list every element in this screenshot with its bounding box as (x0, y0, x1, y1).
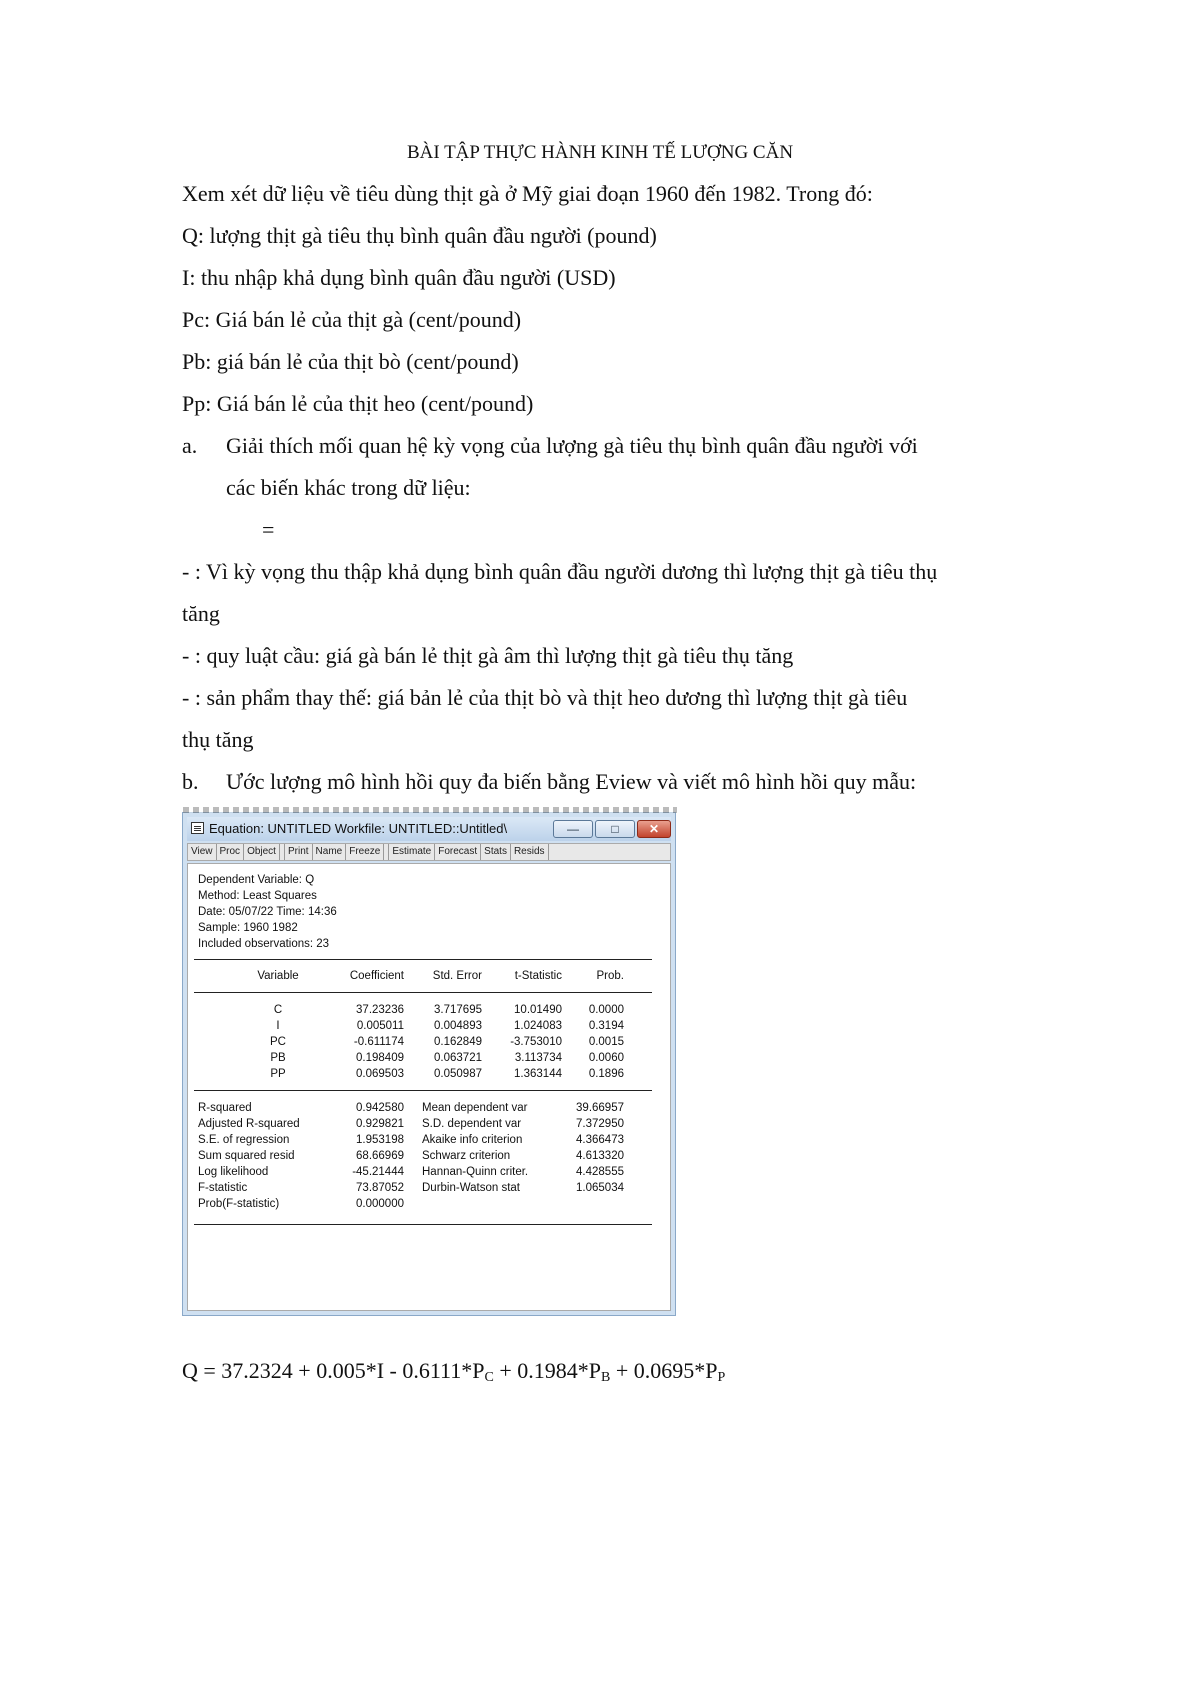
col-variable: Variable (257, 970, 299, 982)
row-std-error: 3.717695 (434, 1004, 482, 1016)
bullet-demand-law: - : quy luật cầu: giá gà bán lẻ thịt gà âm thì lượng thịt gà tiêu thụ tăng (182, 643, 794, 668)
row-std-error: 0.004893 (434, 1020, 482, 1032)
window-titlebar[interactable] (187, 817, 671, 841)
subscript-b: B (600, 1370, 611, 1385)
bullet-income: - : Vì kỳ vọng thu thập khả dụng bình quân đầu người dương thì lượng thịt gà tiêu thụ (182, 559, 938, 584)
cropped-top-edge (183, 807, 677, 813)
included-observations: Included observations: 23 (198, 938, 330, 950)
stat-label: Schwarz criterion (422, 1150, 511, 1162)
col-prob: Prob. (596, 970, 624, 982)
equation-mid2: + 0.0695*P (610, 1358, 718, 1383)
row-coefficient: 0.005011 (356, 1020, 404, 1032)
variable-pc: Pc: Giá bán lẻ của thịt gà (cent/pound) (182, 307, 522, 332)
stat-label: Hannan-Quinn criter. (422, 1166, 529, 1178)
toolbar-print-button[interactable]: Print (284, 844, 313, 860)
sample-regression-equation (182, 1357, 725, 1392)
part-a-line1: Giải thích mối quan hệ kỳ vọng của lượng gà tiêu thụ bình quân đầu người với (226, 433, 918, 458)
row-variable: PP (270, 1068, 286, 1080)
stat-label: Log likelihood (198, 1166, 269, 1178)
sample: Sample: 1960 1982 (198, 922, 298, 934)
close-button[interactable]: ✕ (637, 820, 671, 838)
row-t-statistic: 3.113734 (514, 1052, 562, 1064)
row-coefficient: 0.198409 (356, 1052, 404, 1064)
stat-value: 73.87052 (356, 1182, 404, 1194)
stat-value: 39.66957 (576, 1102, 624, 1114)
stat-value: 1.953198 (356, 1134, 404, 1146)
window-title: Equation: UNTITLED Workfile: UNTITLED::Untitled\ (209, 821, 508, 836)
part-a-equals: = (262, 517, 275, 542)
row-coefficient: -0.611174 (353, 1036, 404, 1048)
row-std-error: 0.162849 (434, 1036, 482, 1048)
stat-value: 4.613320 (576, 1150, 624, 1162)
stat-label: S.D. dependent var (422, 1118, 522, 1130)
variable-i: I: thu nhập khả dụng bình quân đầu người (USD) (182, 265, 616, 290)
toolbar-name-button[interactable]: Name (313, 844, 347, 860)
bullet-substitutes: - : sản phẩm thay thế: giá bản lẻ của thịt bò và thịt heo dương thì lượng thịt gà tiêu (182, 685, 908, 710)
stat-value: 0.929821 (356, 1118, 404, 1130)
maximize-button[interactable]: □ (595, 820, 635, 838)
toolbar-object-button[interactable]: Object (244, 844, 280, 860)
variable-pb: Pb: giá bán lẻ của thịt bò (cent/pound) (182, 349, 519, 374)
stat-label: R-squared (198, 1102, 252, 1114)
toolbar-freeze-button[interactable]: Freeze (346, 844, 384, 860)
stat-value: -45.21444 (352, 1166, 404, 1178)
document-title: BÀI TẬP THỰC HÀNH KINH TẾ LƯỢNG CĂN (406, 142, 794, 163)
equation-mid1: + 0.1984*P (493, 1358, 601, 1383)
subscript-c: C (484, 1370, 494, 1385)
stat-label: Sum squared resid (198, 1150, 295, 1162)
stat-value: 4.428555 (576, 1166, 624, 1178)
col-std-error: Std. Error (432, 970, 482, 982)
row-t-statistic: 1.363144 (514, 1068, 562, 1080)
row-coefficient: 0.069503 (356, 1068, 404, 1080)
stat-value: 0.000000 (356, 1198, 404, 1210)
variable-pp: Pp: Giá bán lẻ của thịt heo (cent/pound) (182, 391, 534, 416)
row-coefficient: 37.23236 (356, 1004, 404, 1016)
stat-value: 68.66969 (356, 1150, 404, 1162)
row-t-statistic: 1.024083 (514, 1020, 562, 1032)
row-std-error: 0.050987 (434, 1068, 482, 1080)
stat-value: 7.372950 (576, 1118, 624, 1130)
regression-output (187, 863, 671, 1311)
part-b-text: Ước lượng mô hình hồi quy đa biến bằng Eview và viết mô hình hồi quy mẫu: (226, 769, 917, 794)
method: Method: Least Squares (198, 890, 317, 902)
row-prob: 0.1896 (588, 1068, 624, 1080)
part-b-marker: b. (182, 769, 199, 794)
row-variable: PC (270, 1036, 286, 1048)
intro-paragraph: Xem xét dữ liệu về tiêu dùng thịt gà ở Mỹ giai đoạn 1960 đến 1982. Trong đó: (182, 181, 873, 206)
stat-label: Adjusted R-squared (198, 1118, 300, 1130)
stat-label: Akaike info criterion (422, 1134, 523, 1146)
stat-label: Durbin-Watson stat (422, 1182, 520, 1194)
eviews-window (182, 812, 676, 1316)
rule-stats (194, 1090, 652, 1091)
row-std-error: 0.063721 (434, 1052, 482, 1064)
variable-q: Q: lượng thịt gà tiêu thụ bình quân đầu người (pound) (182, 223, 657, 248)
toolbar-resids-button[interactable]: Resids (511, 844, 549, 860)
stat-value: 4.366473 (576, 1134, 624, 1146)
dependent-variable: Dependent Variable: Q (198, 874, 315, 886)
row-prob: 0.0060 (588, 1052, 624, 1064)
rule-bottom (194, 1224, 652, 1225)
toolbar-stats-button[interactable]: Stats (481, 844, 511, 860)
row-prob: 0.0000 (588, 1004, 624, 1016)
rule-columns (194, 992, 652, 993)
bullet-substitutes-cont: thụ tăng (182, 727, 254, 752)
minimize-button[interactable]: — (553, 820, 593, 838)
stat-label: Prob(F-statistic) (198, 1198, 280, 1210)
rule-top (194, 959, 652, 960)
part-a-line2: các biến khác trong dữ liệu: (226, 475, 471, 500)
toolbar-proc-button[interactable]: Proc (217, 844, 245, 860)
row-prob: 0.3194 (588, 1020, 624, 1032)
toolbar-forecast-button[interactable]: Forecast (435, 844, 481, 860)
stat-label: S.E. of regression (198, 1134, 290, 1146)
stat-label: F-statistic (198, 1182, 248, 1194)
row-variable: I (276, 1020, 280, 1032)
subscript-p: P (717, 1370, 726, 1385)
toolbar-estimate-button[interactable]: Estimate (388, 844, 435, 860)
row-t-statistic: 10.01490 (514, 1004, 562, 1016)
stat-value: 1.065034 (576, 1182, 624, 1194)
row-variable: PB (270, 1052, 286, 1064)
equation-icon[interactable] (191, 822, 204, 834)
row-prob: 0.0015 (588, 1036, 624, 1048)
col-t-statistic: t-Statistic (514, 970, 562, 982)
col-coefficient: Coefficient (349, 970, 404, 982)
row-variable: C (273, 1004, 283, 1016)
row-t-statistic: -3.753010 (510, 1036, 562, 1048)
equation-prefix: Q = 37.2324 + 0.005*I - 0.6111*P (182, 1358, 485, 1383)
bullet-income-cont: tăng (182, 601, 220, 626)
toolbar-view-button[interactable]: View (188, 844, 217, 860)
stat-label: Mean dependent var (422, 1102, 528, 1114)
eviews-toolbar (187, 843, 671, 861)
stat-value: 0.942580 (356, 1102, 404, 1114)
date-time: Date: 05/07/22 Time: 14:36 (198, 906, 337, 918)
part-a-marker: a. (182, 433, 198, 458)
